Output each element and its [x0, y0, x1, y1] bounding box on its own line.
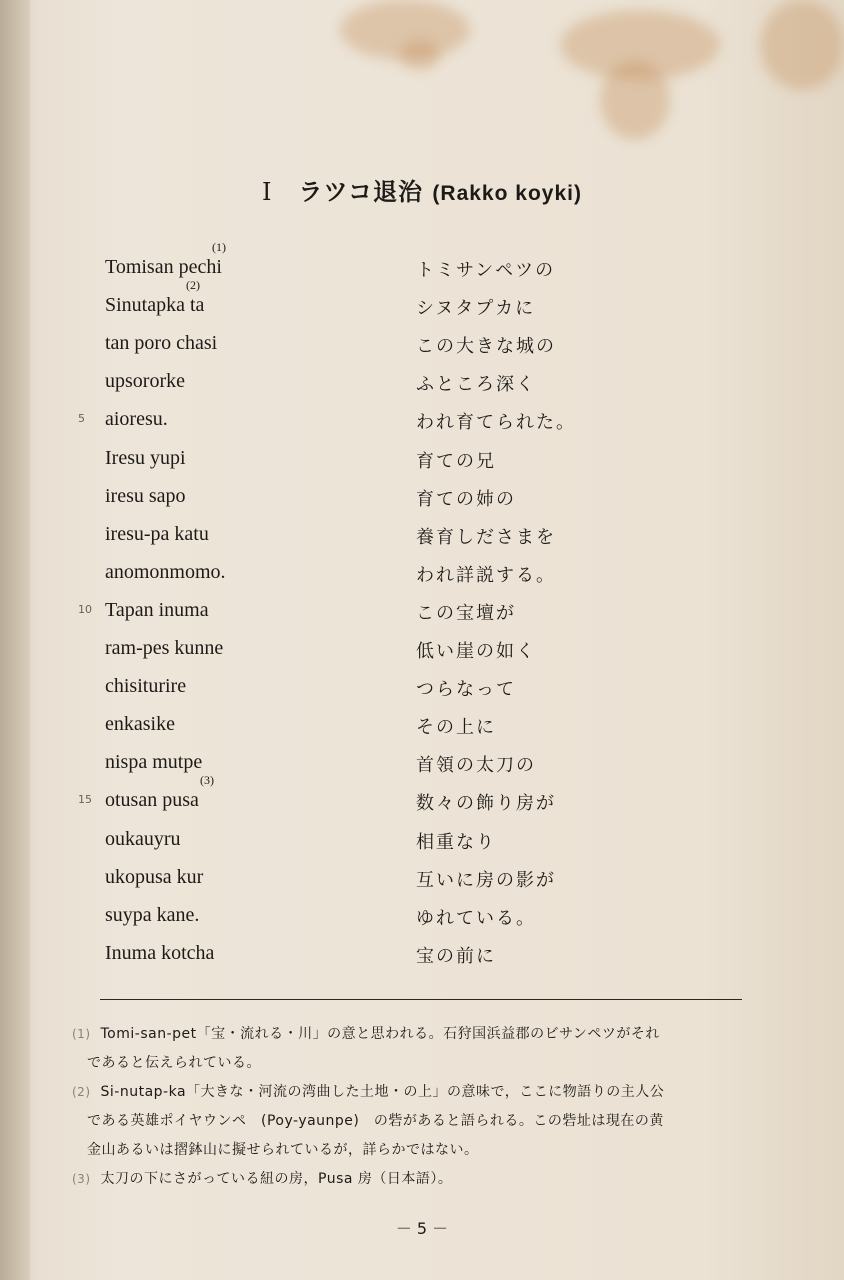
- japanese-line: われ詳説する。: [416, 564, 556, 586]
- ainu-line: aioresu.: [105, 408, 168, 431]
- verse-row: [0, 599, 844, 637]
- verse-row: [0, 447, 844, 485]
- japanese-line: この宝壇が: [416, 602, 516, 624]
- line-number: 15: [78, 793, 92, 807]
- ainu-line: enkasike: [105, 713, 175, 736]
- japanese-line: 首領の太刀の: [416, 755, 536, 777]
- chapter-number: I: [262, 178, 273, 206]
- verse-row: [0, 523, 844, 561]
- line-number: 5: [78, 412, 85, 426]
- verse-row: [0, 751, 844, 789]
- verse-row: [0, 637, 844, 675]
- japanese-line: ふところ深く: [416, 374, 536, 396]
- footnote-1: [72, 1020, 752, 1078]
- japanese-line: 数々の飾り房が: [416, 793, 556, 815]
- title-japanese: ラツコ退治: [298, 177, 424, 206]
- ainu-line: Tapan inuma: [105, 598, 209, 621]
- japanese-line: トミサンペツの: [416, 260, 556, 281]
- verse-row: [0, 278, 844, 332]
- footnote-text: 金山あるいは摺鉢山に擬せられているが，詳らかではない。: [87, 1142, 479, 1158]
- footnote-mark: (2): [72, 1085, 91, 1099]
- japanese-line: 育ての兄: [416, 450, 496, 472]
- footnote-mark: (3): [72, 1172, 91, 1186]
- ainu-line: Iresu yupi: [105, 446, 186, 469]
- footnote-text: 太刀の下にさがっている紐の房，Pusa 房（日本語）。: [100, 1171, 453, 1187]
- footnote-text: であると伝えられている。: [87, 1055, 261, 1071]
- japanese-line: 育ての姉の: [416, 488, 516, 510]
- title-romanized: (Rakko koyki): [432, 182, 582, 205]
- footnote-reference: (1): [212, 240, 226, 254]
- ainu-line: Tomisan pechi: [105, 256, 222, 278]
- ainu-line: suypa kane.: [105, 903, 200, 926]
- verse-row: [0, 866, 844, 904]
- japanese-line: シヌタプカに: [416, 298, 536, 320]
- verse-row: [0, 713, 844, 751]
- footnote-3: [72, 1165, 752, 1194]
- verse-row: [0, 675, 844, 713]
- ainu-line: iresu-pa katu: [105, 522, 209, 545]
- japanese-line: この大きな城の: [416, 336, 556, 358]
- ainu-line: nispa mutpe: [105, 751, 203, 774]
- ainu-line: ram-pes kunne: [105, 637, 224, 659]
- paper-stain: [400, 40, 440, 70]
- footnote-mark: (1): [72, 1027, 91, 1041]
- ainu-line: upsororke: [105, 370, 185, 393]
- footnote-reference: (2): [186, 278, 200, 293]
- verse-row: [0, 370, 844, 408]
- ainu-line: anomonmomo.: [105, 560, 226, 583]
- japanese-line: ゆれている。: [416, 907, 536, 929]
- ainu-line: otusan pusa: [105, 789, 199, 812]
- japanese-line: 互いに房の影が: [416, 869, 556, 891]
- ainu-line: iresu sapo: [105, 484, 186, 507]
- footnote-text: Si-nutap-ka「大きな・河流の湾曲した土地・の上」の意味で，ここに物語りの主人公: [100, 1084, 665, 1100]
- ainu-line: Sinutapka ta: [105, 294, 205, 317]
- verse-row: [0, 561, 844, 599]
- page-title: [0, 172, 844, 207]
- verse-row: [0, 828, 844, 866]
- footnote-divider: [100, 999, 742, 1000]
- japanese-line: つらなって: [416, 679, 516, 701]
- paper-stain: [600, 60, 670, 140]
- paper-stain: [760, 0, 844, 90]
- verse-row: [0, 485, 844, 523]
- footnote-2: [72, 1078, 752, 1165]
- japanese-line: われ育てられた。: [416, 412, 576, 434]
- japanese-line: 養育しださまを: [416, 526, 556, 548]
- ainu-line: Inuma kotcha: [105, 941, 215, 964]
- japanese-line: 宝の前に: [416, 945, 496, 967]
- verse-row: [0, 904, 844, 942]
- verse-row: [0, 240, 844, 294]
- japanese-line: 相重なり: [416, 831, 496, 853]
- ainu-line: tan poro chasi: [105, 332, 218, 355]
- page-number: － 5 －: [395, 1219, 449, 1238]
- footnote-text: である英雄ポイヤウンペ (Poy-yaunpe) の砦があると語られる。この砦址は現在の黄: [87, 1113, 664, 1129]
- verse-row: [0, 773, 844, 827]
- verse-row: [0, 942, 844, 980]
- line-number: 10: [78, 602, 92, 616]
- japanese-line: 低い崖の如く: [416, 641, 536, 662]
- ainu-line: oukauyru: [105, 827, 181, 850]
- ainu-line: chisiturire: [105, 675, 187, 698]
- verse-row: [0, 332, 844, 370]
- footnote-text: Tomi-san-pet「宝・流れる・川」の意と思われる。石狩国浜益郡のビサンペツがそれ: [100, 1026, 660, 1042]
- japanese-line: その上に: [416, 717, 496, 739]
- footnote-reference: (3): [200, 773, 214, 788]
- ainu-line: ukopusa kur: [105, 865, 204, 888]
- verse-row: [0, 408, 844, 446]
